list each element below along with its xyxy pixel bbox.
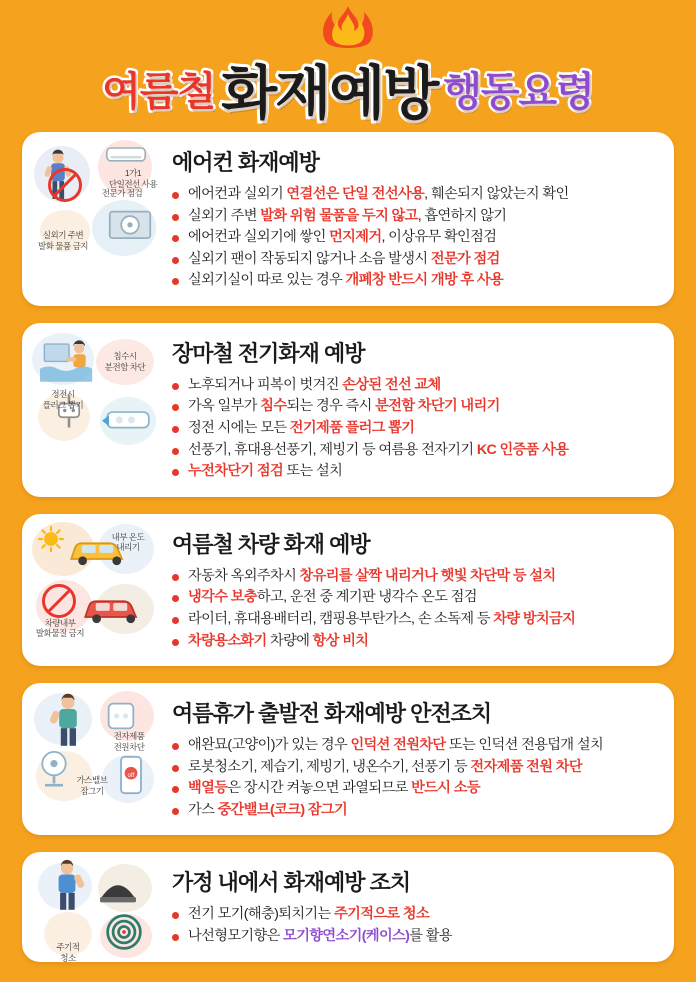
- art-label-3: 실외기 주변 발화 물품 금지: [38, 230, 88, 251]
- list-item: 가스 중간밸브(코크) 잠그기: [172, 800, 658, 822]
- outlet-icon: [106, 701, 136, 731]
- card-aircon: [22, 132, 674, 306]
- illustration-rainy: [22, 323, 170, 497]
- illustration-vehicle: [22, 514, 170, 666]
- card-body-vacation: [170, 683, 674, 835]
- sun-icon: [38, 526, 64, 552]
- power-strip-icon: [102, 401, 154, 437]
- cleaning-person-icon: [44, 858, 90, 914]
- list-item: 백열등은 장시간 켜놓으면 과열되므로 반드시 소등: [172, 778, 658, 800]
- list-item: 자동차 옥외주차시 창유리를 살짝 내리거나 햇빛 차단막 등 설치: [172, 566, 658, 588]
- wall-aircon-icon: [106, 146, 146, 166]
- list-item: 정전 시에는 모든 전기제품 플러그 뽑기: [172, 418, 658, 440]
- card-body-home: [170, 852, 674, 961]
- bullet-list-rainy: [172, 375, 658, 483]
- svg-text:off: off: [127, 771, 135, 779]
- art-label-1: 주기적 청소: [56, 942, 80, 962]
- list-item: 나선형모기향은 모기향연소기(케이스)를 활용: [172, 926, 658, 948]
- mosquito-device-icon: [96, 870, 140, 906]
- card-vacation: [22, 683, 674, 835]
- list-item: 선풍기, 휴대용선풍기, 제빙기 등 여름용 전자기기 KC 인증품 사용: [172, 440, 658, 462]
- list-item: 실외기 팬이 작동되지 않거나 소음 발생시 전문가 점검: [172, 249, 658, 271]
- card-body-rainy: [170, 323, 674, 497]
- list-item: 누전차단기 점검 또는 설치: [172, 461, 658, 483]
- smartphone-icon: [118, 755, 144, 795]
- bullet-list-vehicle: [172, 566, 658, 652]
- card-rainy-season: [22, 323, 674, 497]
- poster-title: [0, 46, 696, 130]
- card-title-home: 가정 내에서 화재예방 조치: [172, 870, 411, 896]
- title-part-main: 화재예방: [221, 61, 438, 126]
- title-part-season: 여름철: [102, 69, 216, 114]
- list-item: 실외기실이 따로 있는 경우 개폐창 반드시 개방 후 사용: [172, 270, 658, 292]
- person-icon: [44, 693, 92, 749]
- prohibition-icon: [42, 584, 76, 618]
- list-item: 라이터, 휴대용배터리, 캠핑용부탄가스, 손 소독제 등 차량 방치금지: [172, 609, 658, 631]
- list-item: 에어컨과 실외기에 쌓인 먼지제거, 이상유무 확인점검: [172, 227, 658, 249]
- list-item: 전기 모기(해충)퇴치기는 주기적으로 청소: [172, 904, 658, 926]
- illustration-vacation: [22, 683, 170, 835]
- art-label-2: 전문가 점검: [101, 188, 143, 198]
- card-body-vehicle: [170, 514, 674, 666]
- card-title-vehicle: 여름철 차량 화재 예방: [172, 531, 370, 557]
- art-label-1: 전자제품 전원차단: [113, 731, 145, 752]
- bullet-list-aircon: [172, 184, 658, 292]
- flame-icon: [308, 4, 388, 50]
- list-item: 냉각수 보충하고, 운전 중 계기판 냉각수 온도 점검: [172, 587, 658, 609]
- list-item: 에어컨과 실외기 연결선은 단일 전선사용, 훼손되지 않았는지 확인: [172, 184, 658, 206]
- illustration-home: [22, 852, 170, 961]
- bullet-list-home: [172, 904, 658, 947]
- list-item: 가옥 일부가 침수되는 경우 즉시 분전함 차단기 내리기: [172, 396, 658, 418]
- list-item: 애완묘(고양이)가 있는 경우 인덕션 전원차단 또는 인덕션 전용덥개 설치: [172, 735, 658, 757]
- card-list: [0, 132, 696, 962]
- art-label-2: 정전시 플러그 뽑기: [42, 388, 84, 410]
- title-part-action: 행동요령: [443, 69, 594, 114]
- poster-header: [0, 0, 696, 132]
- illustration-aircon: [22, 132, 170, 306]
- list-item: 노후되거나 피복이 벗겨진 손상된 전선 교체: [172, 375, 658, 397]
- art-label-1: 침수시 분전함 차단: [104, 350, 146, 372]
- mosquito-coil-icon: [104, 912, 144, 952]
- card-body-aircon: [170, 132, 674, 306]
- list-item: 로봇청소기, 제습기, 제빙기, 냉온수기, 선풍기 등 전자제품 전원 차단: [172, 757, 658, 779]
- card-title-vacation: 여름휴가 출발전 화재예방 안전조치: [172, 701, 492, 727]
- flood-person-icon: [40, 337, 98, 383]
- card-home: [22, 852, 674, 961]
- list-item: 차량용소화기 차량에 항상 비치: [172, 631, 658, 653]
- art-label-1: 내부 온도 내리기: [111, 531, 145, 553]
- card-title-aircon: 에어컨 화재예방: [172, 150, 319, 175]
- card-title-rainy: 장마철 전기화재 예방: [172, 340, 365, 366]
- outdoor-unit-icon: [108, 206, 152, 242]
- art-label-2: 차량내부 발화물질 금지: [35, 617, 85, 639]
- art-label-1: 1가1 단일전선 사용: [108, 168, 158, 189]
- card-vehicle: [22, 514, 674, 666]
- art-label-2: 가스밸브 잠그기: [76, 775, 108, 796]
- prohibition-icon: [48, 168, 82, 202]
- list-item: 실외기 주변 발화 위험 물품을 두지 않고, 흡연하지 않기: [172, 206, 658, 228]
- bullet-list-vacation: [172, 735, 658, 821]
